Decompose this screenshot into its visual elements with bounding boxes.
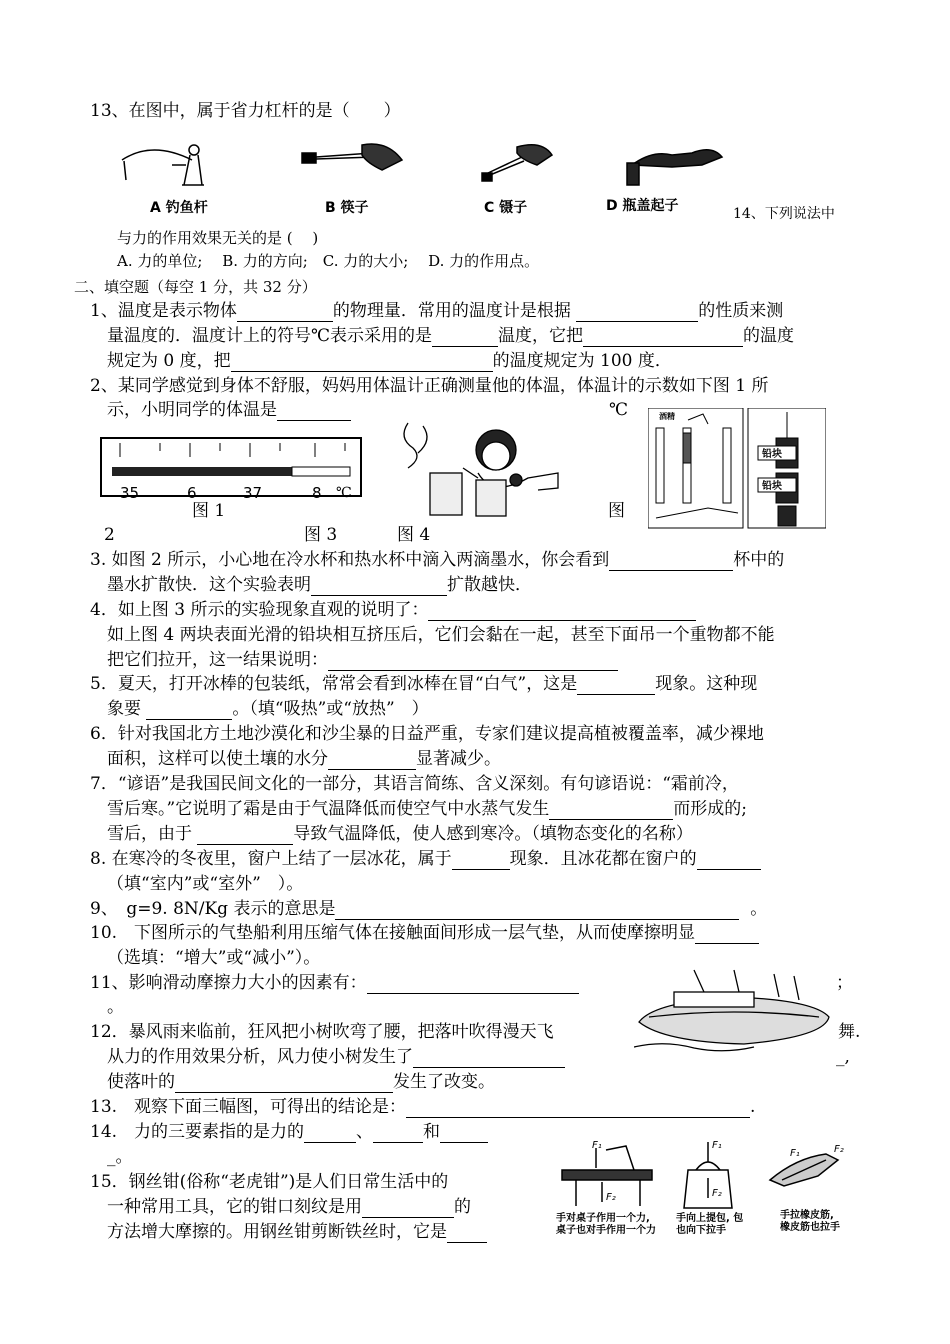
blank[interactable]	[413, 1049, 565, 1068]
force-label-f1: F₁	[790, 1148, 800, 1159]
fill-15-line-2: 一种常用工具，它的钳口刻纹是用 的	[107, 1197, 471, 1217]
fill-2-line-1: 2、某同学感觉到身体不舒服，妈妈用体温计正确测量他的体温，体温计的示数如下图 1 所	[90, 376, 769, 396]
q13-stem: 13、在图中，属于省力杠杆的是（ ）	[90, 101, 401, 121]
q14-stem-a: 14、下列说法中	[733, 206, 835, 222]
caption-rubber-1: 手拉橡皮筋,	[780, 1210, 834, 1221]
diffusion-figure	[388, 418, 566, 520]
section-title: 二、填空题（每空 1 分，共 32 分）	[74, 278, 317, 296]
blank[interactable]	[373, 1124, 423, 1143]
fill-11: 11、影响滑动摩擦力大小的因素有：	[90, 972, 579, 994]
fill-7-line-1: 7．“谚语”是我国民间文化的一部分，其语言简练、含义深刻。有句谚语说：“霜前冷，	[90, 774, 739, 794]
fill-5-line-2: 象要 。（填“吸热”或“放热” ）	[107, 699, 429, 719]
lead-block-label-1: 铅块	[762, 449, 782, 460]
blank[interactable]	[452, 851, 510, 870]
fill-12-line-2-end: _,	[836, 1047, 850, 1067]
blank[interactable]	[549, 801, 673, 820]
thermo-unit: ℃	[336, 485, 352, 501]
fill-8-line-1: 8. 在寒冷的冬夜里，窗户上结了一层冰花，属于 现象．且冰花都在窗户的	[90, 848, 761, 870]
figure-caption-tail: 图	[608, 501, 625, 521]
q14-options: A. 力的单位; B. 力的方向; C. 力的大小; D. 力的作用点。	[117, 252, 540, 270]
bottle-opener-icon	[627, 150, 722, 185]
blank[interactable]	[432, 328, 498, 347]
option-a-label: A 钓鱼杆	[150, 200, 208, 216]
force-label-f2: F₂	[834, 1144, 844, 1155]
fill-7-line-2: 雪后寒。”它说明了霜是由于气温降低而使空气中水蒸气发生 而形成的;	[107, 799, 747, 819]
fill-4-line-1: 4．如上图 3 所示的实验现象直观的说明了：	[90, 599, 696, 621]
blank[interactable]	[304, 1124, 356, 1143]
lead-block-label-2: 铅块	[762, 481, 782, 492]
fill-14-end: _。	[107, 1147, 133, 1167]
q14-stem-b: 与力的作用效果无关的是 ( )	[117, 229, 319, 247]
figure-3-caption: 图 3	[304, 525, 338, 545]
fill-1-line-2: 量温度的．温度计上的符号℃表示采用的是 温度，它把 的温度	[107, 326, 795, 346]
fishing-rod-icon	[122, 145, 204, 185]
caption-bag-2: 也向下拉手	[676, 1225, 726, 1236]
blank[interactable]	[328, 751, 416, 770]
caption-table-1: 手对桌子作用一个力,	[556, 1213, 650, 1224]
blank[interactable]	[328, 652, 618, 671]
lever-figures	[112, 135, 732, 195]
force-label-f1: F₁	[712, 1140, 722, 1151]
unit-celsius: ℃	[609, 400, 629, 420]
blank[interactable]	[447, 1224, 487, 1243]
fill-15-line-1: 15．钢丝钳(俗称“老虎钳”)是人们日常生活中的	[90, 1172, 449, 1192]
fill-3-line-1: 3. 如图 2 所示，小心地在冷水杯和热水杯中滴入两滴墨水，你会看到 杯中的	[90, 550, 785, 570]
blank[interactable]	[231, 353, 493, 372]
thermo-tick-8: 8	[312, 484, 322, 502]
hovercraft-figure	[634, 962, 834, 1054]
caption-bag-1: 手向上提包, 包	[676, 1213, 744, 1224]
thermo-tick-35: 35	[120, 484, 140, 502]
blank[interactable]	[335, 901, 739, 920]
blank[interactable]	[695, 925, 759, 944]
blank[interactable]	[583, 328, 743, 347]
fill-12-line-2: 从力的作用效果分析，风力使小树发生了	[107, 1046, 565, 1068]
force-label-f2: F₂	[712, 1188, 722, 1199]
blank[interactable]	[146, 701, 232, 720]
caption-rubber-2: 橡皮筋也拉手	[780, 1222, 840, 1233]
fill-13: 13. 观察下面三幅图，可得出的结论是： .	[90, 1097, 756, 1117]
tweezers-icon	[482, 145, 552, 181]
blank[interactable]	[576, 303, 698, 322]
figure-2-caption: 2	[104, 525, 115, 545]
alcohol-label: 酒精	[659, 412, 675, 421]
blank[interactable]	[197, 826, 293, 845]
blank[interactable]	[428, 602, 696, 621]
fill-1-line-1: 1、温度是表示物体 的物理量．常用的温度计是根据 的性质来测	[90, 301, 784, 321]
fill-8-line-2: （填“室内”或“室外” ）。	[107, 874, 304, 894]
fill-1-line-3: 规定为 0 度，把 的温度规定为 100 度．	[107, 351, 672, 371]
figure-4-caption: 图 4	[397, 525, 431, 545]
fill-9: 9、 g=9. 8N/Kg 表示的意思是 。	[90, 899, 768, 919]
fill-12-line-1: 12．暴风雨来临前，狂风把小树吹弯了腰，把落叶吹得漫天飞	[90, 1022, 554, 1042]
force-label-f1: F₁	[592, 1140, 602, 1151]
fill-12-line-1-end: 舞.	[838, 1022, 861, 1042]
option-d-label: D 瓶盖起子	[606, 198, 679, 214]
blank[interactable]	[697, 851, 761, 870]
experiment-figures	[648, 408, 826, 530]
blank[interactable]	[311, 577, 447, 596]
blank[interactable]	[406, 1099, 750, 1118]
blank[interactable]	[609, 552, 733, 571]
chopsticks-icon	[302, 144, 402, 170]
fill-5-line-1: 5．夏天，打开冰棒的包装纸，常常会看到冰棒在冒“白气”，这是 现象。这种现	[90, 674, 758, 694]
fill-6-line-2: 面积，这样可以使土壤的水分 显著减少。	[107, 749, 501, 769]
thermometer-figure	[100, 437, 362, 505]
thermo-tick-37: 37	[243, 484, 263, 502]
figure-1-caption: 图 1	[192, 501, 226, 521]
blank[interactable]	[440, 1124, 488, 1143]
thermo-tick-6: 6	[187, 484, 197, 502]
blank[interactable]	[277, 402, 351, 421]
fill-11-end: 。	[107, 997, 124, 1017]
blank[interactable]	[367, 975, 579, 994]
fill-6-line-1: 6．针对我国北方土地沙漠化和沙尘暴的日益严重，专家们建议提高植被覆盖率，减少裸地	[90, 724, 764, 744]
fill-12-line-3: 使落叶的 发生了改变。	[107, 1072, 495, 1092]
option-c-label: C 镊子	[484, 200, 528, 216]
fill-10-line-1: 10. 下图所示的气垫船利用压缩气体在接触面间形成一层气垫，从而使摩擦明显	[90, 922, 759, 944]
blank[interactable]	[362, 1199, 454, 1218]
blank[interactable]	[577, 676, 655, 695]
fill-3-line-2: 墨水扩散快．这个实验表明 扩散越快．	[107, 575, 532, 595]
fill-4-line-2: 如上图 4 两块表面光滑的铅块相互挤压后，它们会黏在一起，甚至下面吊一个重物都不能	[107, 625, 775, 645]
caption-table-2: 桌子也对手作用一个力	[556, 1225, 656, 1236]
blank[interactable]	[237, 303, 333, 322]
option-b-label: B 筷子	[325, 200, 369, 216]
fill-7-line-3: 雪后，由于 导致气温降低，使人感到寒冷。（填物态变化的名称）	[107, 824, 693, 844]
fill-10-line-2: （选填：“增大”或“减小”）。	[107, 948, 321, 968]
fill-14: 14. 力的三要素指的是力的 、 和	[90, 1121, 488, 1143]
fill-2-line-2: 示，小明同学的体温是	[107, 399, 351, 421]
fill-4-line-3: 把它们拉开，这一结果说明：	[107, 649, 618, 671]
fill-15-line-3: 方法增大摩擦的。用钢丝钳剪断铁丝时，它是	[107, 1221, 487, 1243]
fill-11-semicolon: ；	[836, 973, 853, 993]
blank[interactable]	[175, 1074, 393, 1093]
force-label-f2: F₂	[606, 1192, 616, 1203]
